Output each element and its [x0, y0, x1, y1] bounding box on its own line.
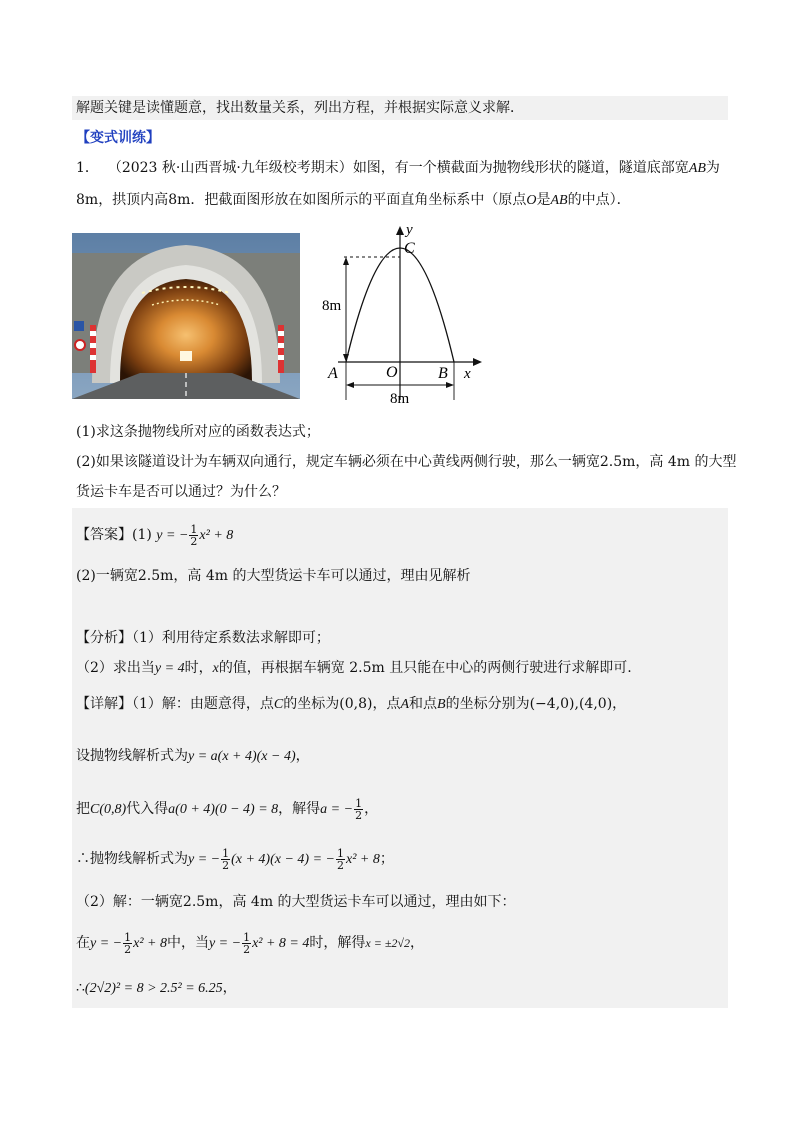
- problem-number: 1．: [76, 160, 99, 176]
- detail-text: 时，解得: [309, 935, 366, 951]
- width-label: 8m: [390, 391, 410, 407]
- detail-eq: (2√2)² = 8 > 2.5² = 6.25: [84, 981, 223, 996]
- fraction: $\frac{1}{2}$: [190, 522, 198, 548]
- analysis-text: 时，: [184, 660, 213, 676]
- analysis-eq: y = 4: [154, 661, 185, 676]
- analysis-text: 的值，再根据车辆宽 2.5m 且只能在中心的两侧行驶进行求解即可.: [218, 660, 632, 676]
- detail-text: ∴抛物线解析式为: [76, 851, 188, 867]
- truck-width: 2.5m: [599, 454, 636, 470]
- point-c-coord: (0,8): [339, 696, 373, 712]
- detail-line-1: [76, 694, 626, 715]
- problem-line-1: [76, 158, 720, 179]
- question-1: (1)求这条抛物线所对应的函数表达式；: [76, 424, 320, 440]
- detail-text: 代入得: [126, 801, 169, 817]
- detail-text: 中，当: [166, 935, 209, 951]
- problem-text: 为: [705, 160, 720, 176]
- detail-text: ，: [295, 748, 310, 764]
- detail-line-4: [76, 846, 394, 873]
- detail-text: ，: [222, 980, 237, 996]
- analysis-text: （1）利用待定系数法求解即可；: [132, 630, 330, 646]
- answer-eq: y = −: [156, 528, 189, 543]
- point-b-label: B: [438, 365, 448, 382]
- detail-eq: y = a(x + 4)(x − 4): [188, 749, 296, 764]
- segment-ab: AB: [688, 161, 706, 176]
- detail-eq: x² + 8 = 4: [252, 936, 310, 951]
- detail-text: 把: [76, 801, 90, 817]
- point-c-label: C: [404, 240, 415, 257]
- detail-text: ，: [364, 801, 379, 817]
- fraction: $\frac{1}{2}$: [336, 846, 344, 872]
- detail-line-7: [76, 978, 237, 999]
- answer-line-2: [76, 566, 470, 586]
- y-axis-label: y: [406, 222, 413, 238]
- analysis-line-1: [76, 628, 330, 648]
- analysis-line-2: [76, 658, 632, 679]
- detail-text: 在: [76, 935, 90, 951]
- detail-width: 2.5m: [182, 894, 219, 910]
- x-axis-arrow: [473, 358, 482, 366]
- detail-eq: x² + 8: [133, 936, 167, 951]
- detail-eq: x = ±2√2: [365, 936, 410, 950]
- answer-text: (2)一辆宽: [76, 568, 138, 584]
- parabola-diagram: [318, 222, 488, 408]
- detail-text: ，高 4m 的大型货运卡车可以通过，理由如下：: [218, 894, 516, 910]
- fraction: $\frac{1}{2}$: [243, 930, 251, 956]
- point-b: B: [437, 697, 446, 712]
- detail-text: ，: [612, 696, 627, 712]
- detail-eq: C(0,8): [90, 802, 127, 817]
- question-text: (2)如果该隧道设计为车辆双向通行，规定车辆必须在中心黄线两侧行驶，那么一辆宽: [76, 454, 600, 470]
- answer-width: 2.5m: [137, 568, 174, 584]
- width-value: 8m: [76, 192, 99, 208]
- analysis-label: 【分析】: [76, 630, 132, 646]
- detail-line-5: [76, 892, 516, 912]
- problem-text: ，拱顶内高: [98, 192, 169, 208]
- problem-text: 的中点）．: [567, 192, 631, 208]
- detail-text: 的坐标为: [283, 696, 340, 712]
- problem-text: 是: [536, 192, 551, 208]
- answer-line-1: [76, 522, 233, 549]
- height-value: 8m: [168, 192, 191, 208]
- point-o-label: O: [386, 364, 398, 381]
- problem-source: （2023 秋·山西晋城·九年级校考期末）: [107, 160, 353, 176]
- detail-eq: a = −: [320, 802, 354, 817]
- detail-text: ，点: [372, 696, 401, 712]
- section-title: 【变式训练】: [76, 130, 160, 146]
- detail-text: ，解得: [278, 801, 321, 817]
- detail-text: 设抛物线解析式为: [76, 748, 188, 764]
- fraction: $\frac{1}{2}$: [222, 846, 230, 872]
- detail-eq: a(0 + 4)(0 − 4) = 8: [168, 802, 279, 817]
- point-a: A: [400, 697, 410, 712]
- answer-prefix: (1): [132, 527, 152, 543]
- origin-o: O: [526, 193, 537, 208]
- fraction: $\frac{1}{2}$: [124, 930, 132, 956]
- detail-eq: y = −: [208, 936, 242, 951]
- therefore-symbol: ∴: [76, 980, 85, 996]
- fraction: $\frac{1}{2}$: [355, 796, 363, 822]
- detail-line-2: [76, 746, 310, 767]
- problem-text: 如图，有一个横截面为抛物线形状的隧道，隧道底部宽: [352, 160, 689, 176]
- detail-text: （1）解：由题意得，点: [132, 696, 274, 712]
- problem-line-2: [76, 190, 631, 211]
- question-text: ，高 4m 的大型: [635, 454, 737, 470]
- question-2-line-2: 货运卡车是否可以通过？为什么？: [76, 484, 286, 500]
- analysis-x: x: [212, 661, 219, 676]
- point-c: C: [273, 697, 284, 712]
- answer-text: ，高 4m 的大型货运卡车可以通过，理由见解析: [173, 568, 471, 584]
- answer-eq: x² + 8: [199, 528, 234, 543]
- height-label: 8m: [322, 298, 342, 314]
- detail-eq: y = −: [188, 852, 221, 867]
- question-2-line-1: [76, 452, 736, 472]
- point-ab-coords: (−4,0),(4,0): [529, 696, 613, 712]
- x-axis-label: x: [464, 366, 471, 382]
- detail-line-6: [76, 930, 424, 957]
- detail-text: 的坐标分别为: [445, 696, 530, 712]
- point-a-label: A: [328, 365, 338, 382]
- y-axis-arrow: [396, 226, 404, 235]
- detail-eq: (x + 4)(x − 4) = −: [231, 852, 335, 867]
- segment-ab: AB: [550, 193, 568, 208]
- detail-line-3: [76, 796, 378, 823]
- detail-text: ；: [379, 851, 394, 867]
- answer-label: 【答案】: [76, 527, 132, 543]
- detail-eq: y = −: [90, 936, 123, 951]
- problem-text: ．把截面图形放在如图所示的平面直角坐标系中（原点: [190, 192, 527, 208]
- detail-text: （2）解：一辆宽: [76, 894, 183, 910]
- detail-label: 【详解】: [76, 696, 132, 712]
- intro-note: 解题关键是读懂题意，找出数量关系，列出方程，并根据实际意义求解．: [76, 100, 524, 116]
- tunnel-photo: [72, 233, 300, 399]
- analysis-text: （2）求出当: [76, 660, 155, 676]
- detail-eq: x² + 8: [345, 852, 380, 867]
- detail-text: ，: [410, 935, 424, 951]
- detail-text: 和点: [409, 696, 438, 712]
